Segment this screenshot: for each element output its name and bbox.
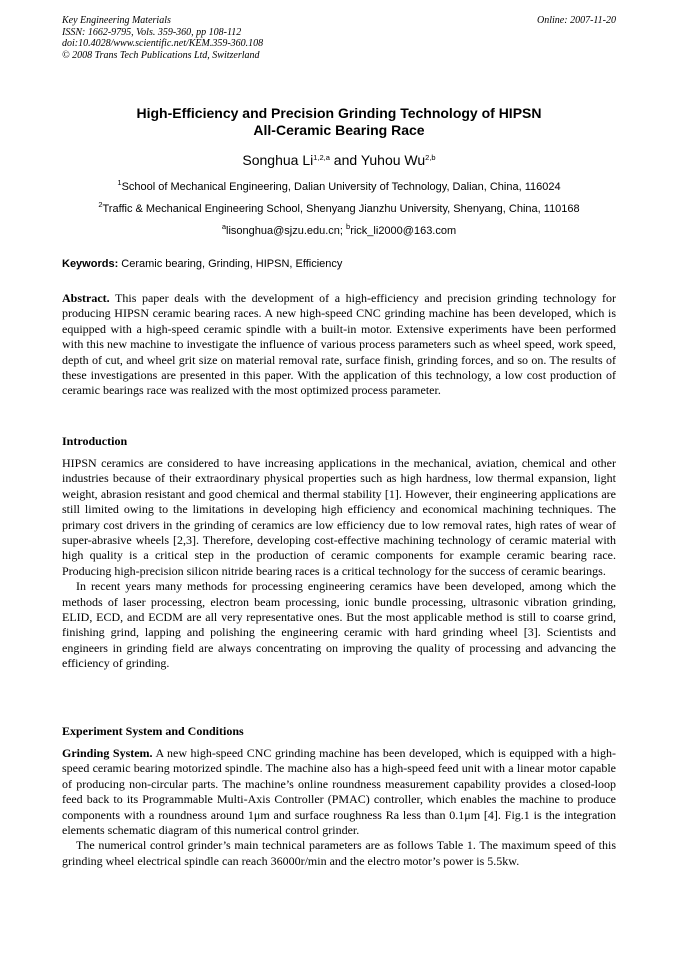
paper-title [62, 105, 616, 139]
author-list [62, 152, 616, 169]
experiment-heading: Experiment System and Conditions [62, 724, 244, 738]
author-emails [62, 222, 616, 238]
experiment-paragraph-1 [62, 746, 616, 838]
grinding-system-text: A new high-speed CNC grinding machine has been developed, which is equipped with a high-speed ceramic bearing motorized spindle. The machine also has a high-speed feed unit with a linear motor capable of producing non-circular parts. The machine’s online roundness measurement capability provides a closed-loop feed back to its Programmable Multi-Axis Controller (PMAC) controller, which enables the machine to produce components with a roundness around 1μm and surface roughness Ra less than 0.1μm [4]. Fig.1 is the integration elements schematic diagram of this numerical control grinder. [62, 746, 616, 838]
author-1-superscript: 1,2,a [313, 153, 330, 162]
introduction-body [62, 456, 616, 672]
experiment-paragraph-2: The numerical control grinder’s main technical parameters are as follows Table 1. The maximum speed of this grinding wheel electrical spindle can reach 36000r/min and the electro motor’s power is 5.5kw. [62, 838, 616, 868]
affiliation-1 [62, 178, 616, 194]
author-2-name: Yuhou Wu [360, 152, 426, 168]
email-b-superscript: b [346, 222, 351, 231]
journal-header [62, 15, 616, 61]
introduction-paragraph-2: In recent years many methods for processing engineering ceramics have been developed, among which the methods of laser processing, electron beam processing, ionic bundle processing, ultrasonic vibration grinding, ELID, ECD, and ECDM are all very representative ones. But the most applicable method is still to coarse grind, finishing grind, lapping and polishing the engineering ceramic with hard grinding wheel [3]. Scientists and engineers in grinding field are always concentrating on improving the quality of processing and advancing the efficiency of grinding. [62, 579, 616, 671]
abstract-label: Abstract. [62, 291, 110, 305]
keywords-label: Keywords: [62, 258, 119, 270]
abstract-section [62, 291, 616, 399]
affiliation-2-text: Traffic & Mechanical Engineering School, Shenyang Jianzhu University, Shenyang, China, 110168 [102, 203, 580, 215]
online-date: Online: 2007-11-20 [537, 15, 616, 26]
title-line-1: High-Efficiency and Precision Grinding Technology of HIPSN [136, 105, 542, 121]
introduction-heading: Introduction [62, 434, 128, 448]
affiliation-1-text: School of Mechanical Engineering, Dalian University of Technology, Dalian, China, 116024 [121, 181, 561, 193]
doi-line: doi:10.4028/www.scientific.net/KEM.359-360.108 [62, 38, 264, 49]
affiliation-2 [62, 200, 616, 216]
email-b: rick_li2000@163.com [350, 225, 457, 237]
introduction-heading-block [62, 434, 616, 449]
grinding-system-label: Grinding System. [62, 746, 153, 760]
introduction-paragraph-1: HIPSN ceramics are considered to have increasing applications in the mechanical, aviation, chemical and other industries because of their extraordinary physical properties such as high hardness, low thermal expansion, light weight, abrasion resistant and good chemical and thermal stability [1]. However, their engineering applications are still limited owing to the limitations in developing high efficiency and economical machining techniques. The primary cost drivers in the grinding of ceramics are low efficiency due to low removal rates, high rates of wear of super-abrasive wheels [2,3]. Therefore, developing cost-effective machining technology of ceramic material with high quality is a critical step in the production of ceramic components for example ceramic bearing race. Producing high-precision silicon nitride bearing races is a critical technology for the success of ceramic bearings. [62, 456, 616, 578]
title-line-2: All-Ceramic Bearing Race [253, 122, 425, 138]
affiliation-2-superscript: 2 [98, 200, 103, 209]
author-2-superscript: 2,b [425, 153, 436, 162]
abstract-text: This paper deals with the development of a high-efficiency and precision grinding technology for producing HIPSN ceramic bearing races. A new high-speed CNC grinding machine has been developed, which is equipped with a high-speed ceramic spindle with a built-in motor. Extensive experiments have been performed with this new machine to investigate the influence of various process parameters such as wheel speed, work speed, depth of cut, and wheel grit size on material removal rate, surface finish, grinding forces, and so on. The results of these investigations are presented in this paper. With the application of this technology, a low cost production of ceramic bearings race was realized with the most optimized process parameter. [62, 291, 616, 398]
abstract-paragraph [62, 291, 616, 399]
affiliation-1-superscript: 1 [117, 178, 122, 187]
keywords-line [62, 258, 616, 271]
issn-line: ISSN: 1662-9795, Vols. 359-360, pp 108-112 [62, 26, 242, 38]
author-conjunction: and [329, 152, 361, 168]
experiment-heading-block [62, 724, 616, 739]
email-a-superscript: a [221, 222, 226, 231]
journal-name: Key Engineering Materials [62, 15, 171, 26]
keywords-text: Ceramic bearing, Grinding, HIPSN, Efficiency [118, 258, 343, 270]
email-a: lisonghua@sjzu.edu.cn; [226, 225, 347, 237]
author-1-name: Songhua Li [242, 152, 314, 168]
copyright-line: © 2008 Trans Tech Publications Ltd, Switzerland [62, 49, 260, 61]
experiment-body [62, 746, 616, 869]
